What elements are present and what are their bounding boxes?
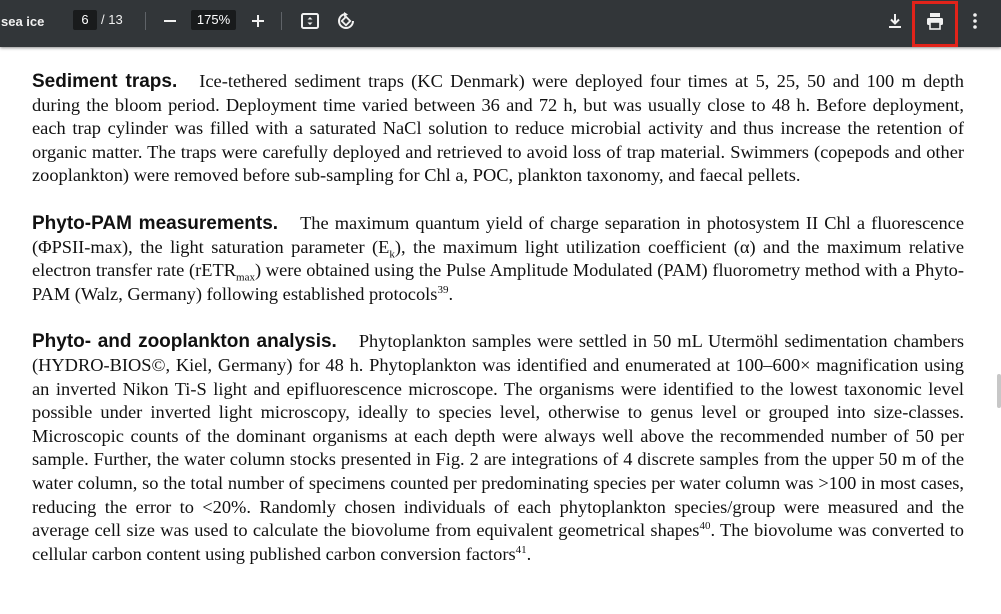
current-page-input[interactable]: 6 [73, 10, 97, 30]
toolbar-divider [281, 12, 282, 30]
page-total: / 13 [101, 12, 123, 27]
section-phyto-pam [32, 212, 964, 306]
more-options-button[interactable] [960, 6, 990, 36]
section-heading: Phyto- and zooplankton analysis. [32, 331, 337, 353]
rotate-icon [336, 11, 356, 31]
minus-icon [163, 14, 177, 28]
print-button-highlight [912, 1, 958, 47]
section-plankton-analysis [32, 330, 964, 566]
more-vert-icon [972, 12, 978, 30]
fit-to-page-icon [300, 11, 320, 31]
section-text: Phytoplankton samples were settled in 50 mL Utermöhl sedimentation chambers (HYDRO-BIOS©, Kiel, Germany) for 48 h. Phytoplankton was identified and enumerated at 100–600× magnification using an inverted Nikon Ti-S light and epifluorescence microscope. The organisms were identified to the lowest taxonomic level possible under inverted light microscopy, ideally to species level, otherwise to genus level or grouped into size-classes. Microscopic counts of the dominant organisms at each depth were always well above the recommended number of 50 per sample. Further, the water column stocks presented in Fig. 2 are integrations of 4 discrete samples from the upper 50 m of the water column, so the total number of specimens counted per predominating species per water column was >100 in most cases, reducing the error to <20%. Randomly chosen individuals of each phytoplankton species/group were measured and the average cell size was used to calculate the biovolume from equivalent geometrical shapes [32, 331, 964, 541]
section-text: . The biovolume was converted to cellular carbon content using published carbon conversion factors [32, 520, 965, 564]
rotate-button[interactable] [331, 6, 361, 36]
citation-ref[interactable]: 41 [515, 543, 527, 556]
citation-ref[interactable]: 40 [699, 519, 711, 532]
zoom-out-button[interactable] [155, 6, 185, 36]
section-heading: Sediment traps. [32, 71, 178, 92]
subscript: max [236, 271, 255, 284]
section-text: The maximum quantum yield of charge separation in photosystem II Chl a fluorescence (ΦPSII-max), the light saturation parameter (E [32, 212, 964, 257]
subscript: k [389, 248, 395, 261]
document-title: sea ice [1, 14, 45, 29]
scrollbar-thumb[interactable] [997, 374, 1001, 408]
section-text: . [526, 543, 532, 564]
citation-ref[interactable]: 39 [437, 283, 449, 296]
toolbar-divider [145, 12, 146, 30]
zoom-level-input[interactable]: 175% [191, 10, 236, 30]
section-text: . [448, 283, 454, 304]
section-text: ) were obtained using the Pulse Amplitude Modulated (PAM) fluorometry method with a Phyto-PAM (Walz, Germany) following established protocols [32, 260, 965, 304]
download-icon [886, 12, 904, 30]
section-heading: Phyto-PAM measurements. [32, 212, 279, 234]
section-text: ), the maximum light utilization coefficient (α) and the maximum relative electron transfer rate (rETR [32, 236, 965, 281]
section-sediment-traps [32, 70, 964, 188]
download-button[interactable] [880, 6, 910, 36]
pdf-page-content [32, 70, 964, 590]
fit-to-page-button[interactable] [295, 6, 325, 36]
pdf-toolbar [0, 0, 1001, 47]
zoom-in-button[interactable] [243, 6, 273, 36]
section-text: Ice-tethered sediment traps (KC Denmark) were deployed four times at 5, 25, 50 and 100 m depth during the bloom period. Deployment time varied between 36 and 72 h, but was usually close to 48 h. Before deployment, each trap cylinder was filled with a saturated NaCl solution to reduce microbial activity and thus increase the retention of organic matter. The traps were carefully deployed and retrieved to avoid loss of trap material. Swimmers (copepods and other zooplankton) were removed before sub-sampling for Chl a, POC, plankton taxonomy, and faecal pellets. [32, 71, 964, 186]
plus-icon [251, 14, 265, 28]
